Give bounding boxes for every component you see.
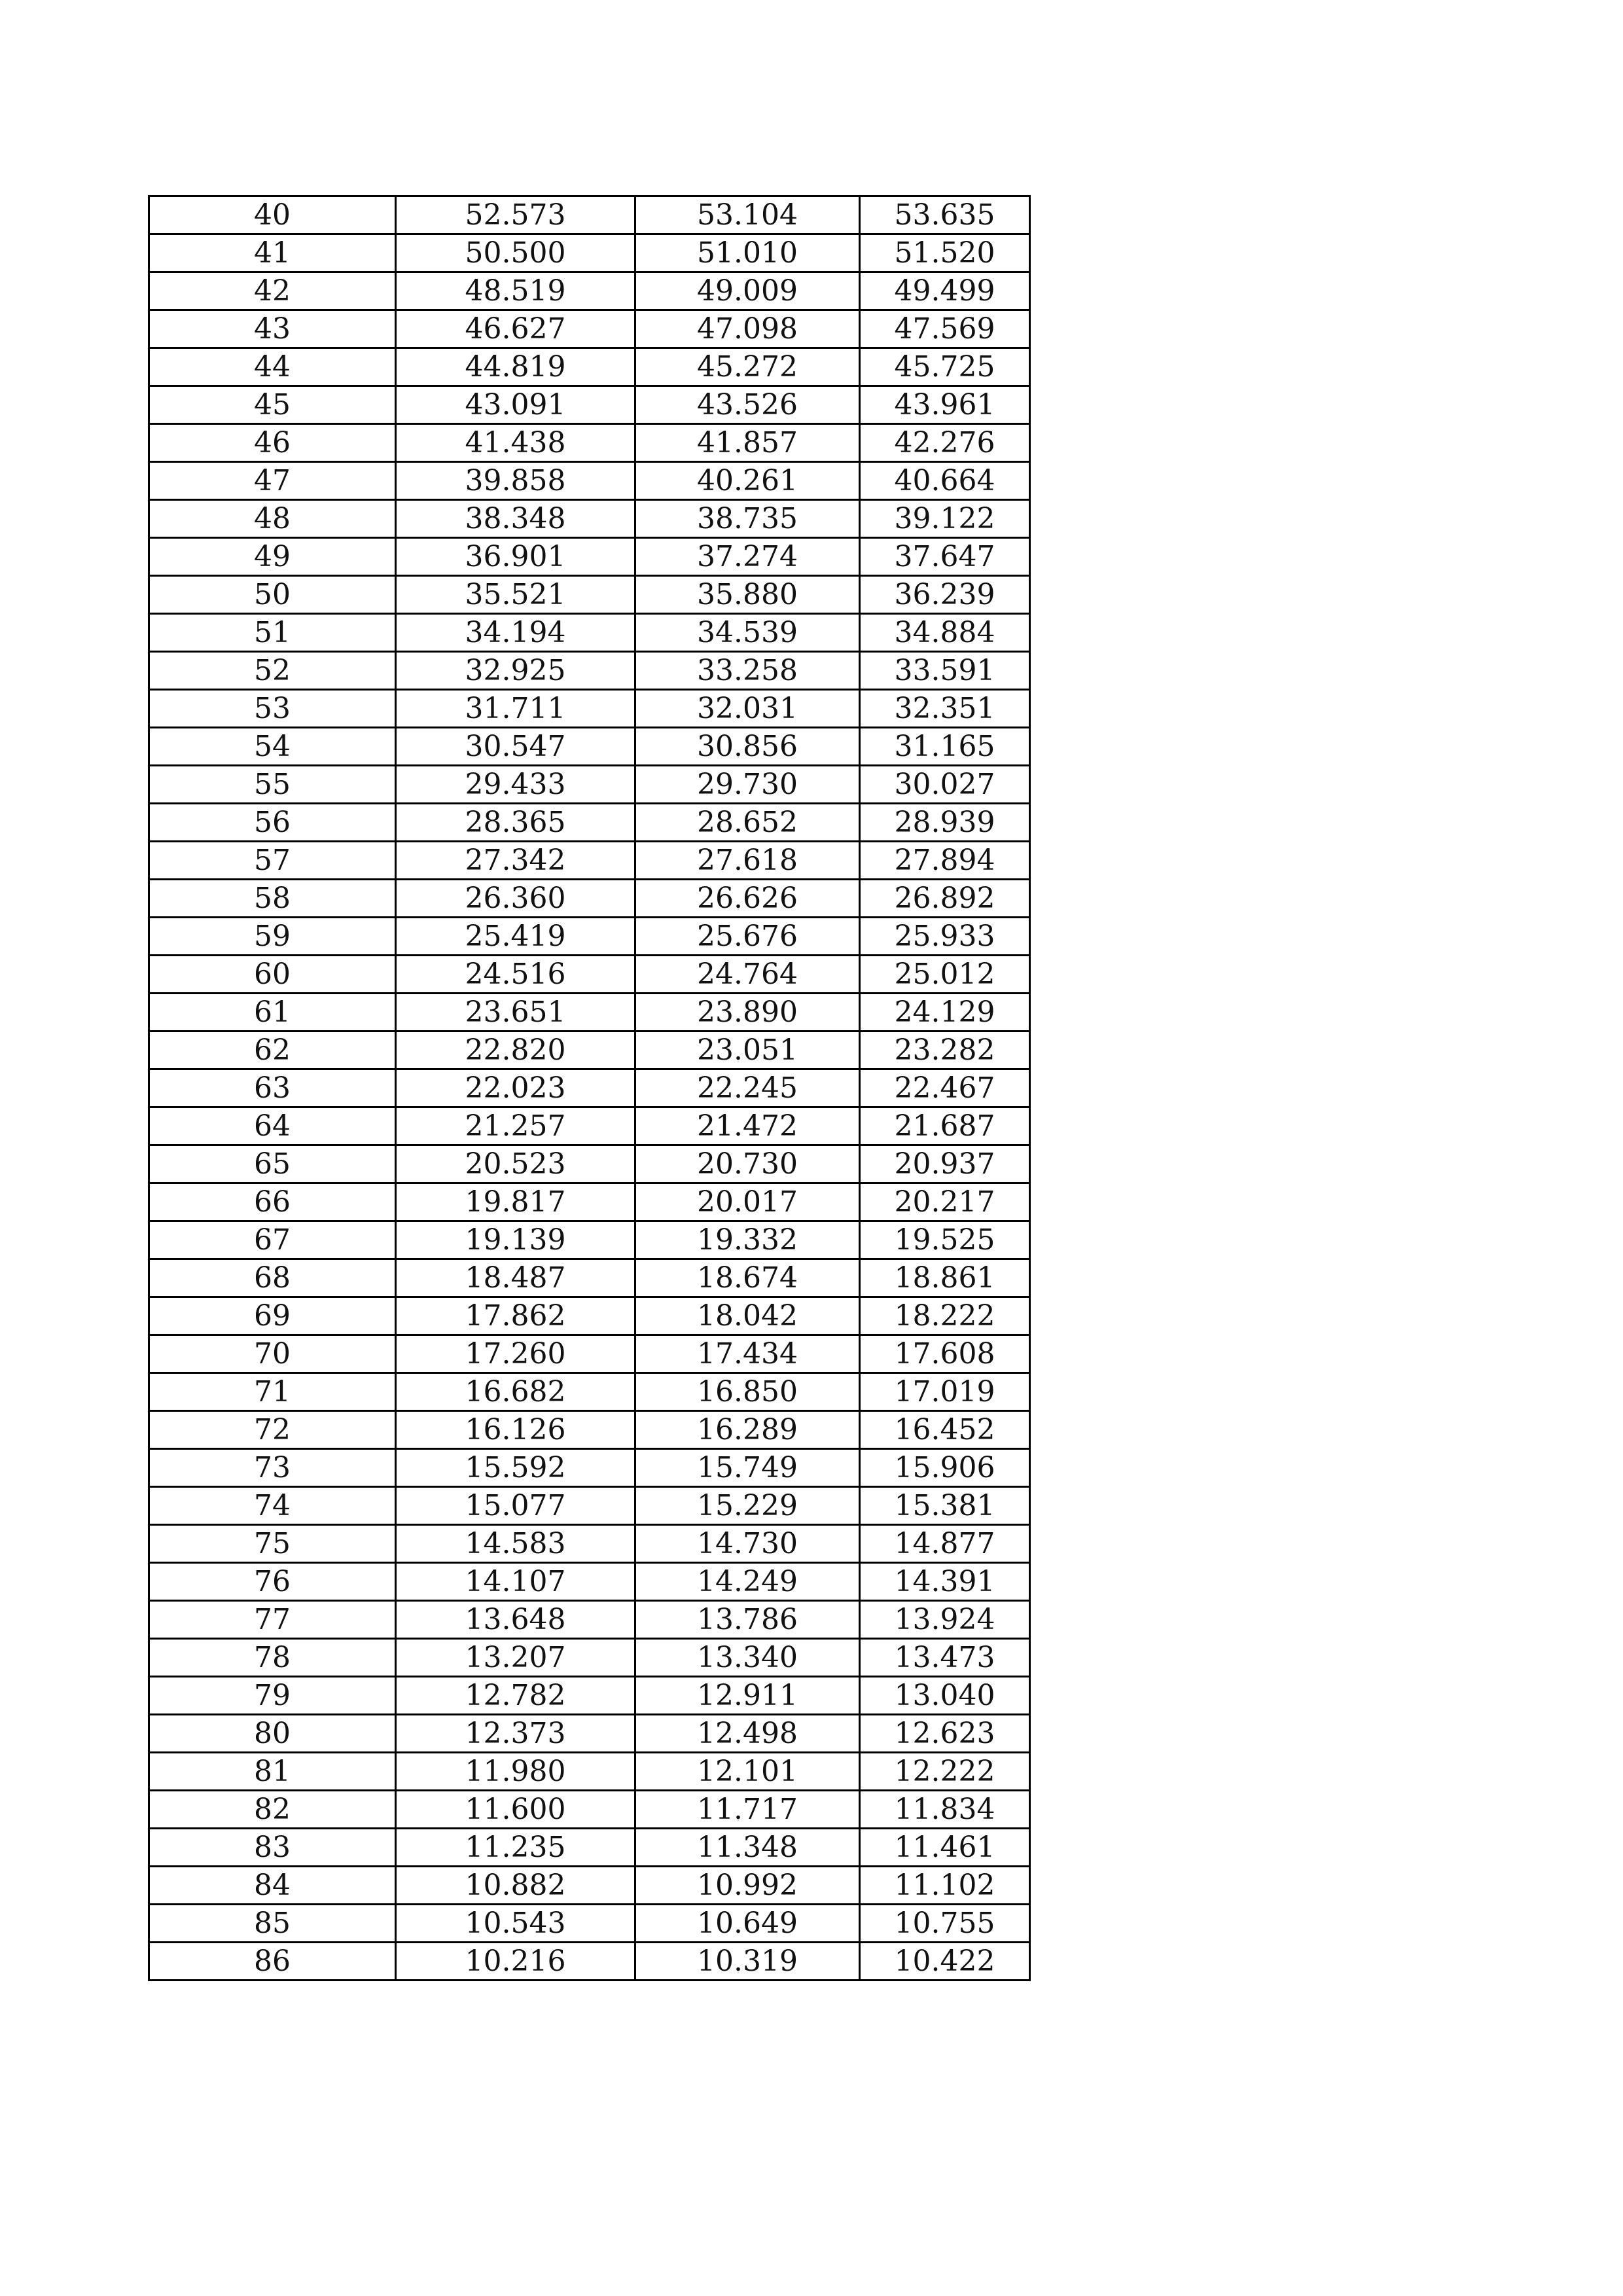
value-cell: 20.937 [860,1145,1030,1183]
table-row [149,576,1030,614]
table-row [149,310,1030,348]
value-cell: 42.276 [860,424,1030,462]
value-cell: 44.819 [396,348,635,386]
table-row [149,1867,1030,1905]
row-index-cell: 43 [149,310,396,348]
value-cell: 51.010 [635,234,860,272]
row-index-cell: 47 [149,462,396,500]
value-cell: 12.911 [635,1677,860,1715]
table-row [149,690,1030,728]
value-cell: 11.102 [860,1867,1030,1905]
row-index-cell: 50 [149,576,396,614]
table-row [149,1373,1030,1411]
row-index-cell: 72 [149,1411,396,1449]
value-cell: 43.091 [396,386,635,424]
table-row [149,1411,1030,1449]
row-index-cell: 44 [149,348,396,386]
row-index-cell: 63 [149,1069,396,1107]
value-cell: 25.933 [860,918,1030,956]
value-cell: 17.260 [396,1335,635,1373]
value-cell: 38.735 [635,500,860,538]
value-cell: 22.467 [860,1069,1030,1107]
row-index-cell: 84 [149,1867,396,1905]
row-index-cell: 58 [149,880,396,918]
value-cell: 43.526 [635,386,860,424]
table-row [149,842,1030,880]
value-cell: 11.600 [396,1791,635,1829]
value-cell: 20.017 [635,1183,860,1221]
value-cell: 11.980 [396,1753,635,1791]
value-cell: 30.547 [396,728,635,766]
value-cell: 24.764 [635,956,860,994]
value-cell: 28.652 [635,804,860,842]
row-index-cell: 86 [149,1943,396,1981]
table-row [149,538,1030,576]
value-cell: 11.235 [396,1829,635,1867]
table-body [149,196,1030,1981]
value-cell: 23.651 [396,994,635,1031]
value-cell: 49.009 [635,272,860,310]
value-cell: 12.623 [860,1715,1030,1753]
table-row [149,234,1030,272]
value-cell: 14.877 [860,1525,1030,1563]
row-index-cell: 55 [149,766,396,804]
table-row [149,1677,1030,1715]
row-index-cell: 83 [149,1829,396,1867]
value-cell: 19.525 [860,1221,1030,1259]
row-index-cell: 56 [149,804,396,842]
value-cell: 47.098 [635,310,860,348]
row-index-cell: 52 [149,652,396,690]
value-cell: 10.992 [635,1867,860,1905]
value-cell: 29.433 [396,766,635,804]
value-cell: 10.649 [635,1905,860,1943]
table-row [149,1449,1030,1487]
value-cell: 16.682 [396,1373,635,1411]
value-cell: 21.687 [860,1107,1030,1145]
table-row [149,1943,1030,1981]
value-cell: 10.216 [396,1943,635,1981]
value-cell: 14.249 [635,1563,860,1601]
row-index-cell: 60 [149,956,396,994]
table-row [149,1069,1030,1107]
row-index-cell: 70 [149,1335,396,1373]
table-row [149,1297,1030,1335]
row-index-cell: 51 [149,614,396,652]
row-index-cell: 69 [149,1297,396,1335]
value-cell: 19.139 [396,1221,635,1259]
value-cell: 37.274 [635,538,860,576]
row-index-cell: 73 [149,1449,396,1487]
value-cell: 34.884 [860,614,1030,652]
value-cell: 34.194 [396,614,635,652]
table-row [149,1107,1030,1145]
row-index-cell: 59 [149,918,396,956]
table-row [149,652,1030,690]
table-row [149,614,1030,652]
row-index-cell: 46 [149,424,396,462]
value-cell: 15.906 [860,1449,1030,1487]
table-row [149,1791,1030,1829]
table-row [149,1905,1030,1943]
table-row [149,994,1030,1031]
table-row [149,804,1030,842]
value-cell: 11.834 [860,1791,1030,1829]
value-cell: 17.608 [860,1335,1030,1373]
value-cell: 34.539 [635,614,860,652]
table-row [149,1183,1030,1221]
value-cell: 18.222 [860,1297,1030,1335]
value-cell: 18.674 [635,1259,860,1297]
value-cell: 25.012 [860,956,1030,994]
value-cell: 50.500 [396,234,635,272]
value-cell: 35.880 [635,576,860,614]
value-cell: 12.498 [635,1715,860,1753]
value-cell: 17.019 [860,1373,1030,1411]
value-cell: 12.373 [396,1715,635,1753]
value-cell: 26.892 [860,880,1030,918]
table-row [149,500,1030,538]
value-cell: 15.077 [396,1487,635,1525]
value-cell: 52.573 [396,196,635,234]
table-row [149,1259,1030,1297]
value-cell: 28.939 [860,804,1030,842]
value-cell: 41.857 [635,424,860,462]
row-index-cell: 45 [149,386,396,424]
value-cell: 15.592 [396,1449,635,1487]
value-cell: 16.452 [860,1411,1030,1449]
value-cell: 18.042 [635,1297,860,1335]
value-cell: 21.257 [396,1107,635,1145]
value-cell: 16.289 [635,1411,860,1449]
value-cell: 15.749 [635,1449,860,1487]
value-cell: 14.107 [396,1563,635,1601]
value-cell: 23.051 [635,1031,860,1069]
row-index-cell: 66 [149,1183,396,1221]
table-row [149,766,1030,804]
table-row [149,1031,1030,1069]
value-cell: 20.217 [860,1183,1030,1221]
value-cell: 25.676 [635,918,860,956]
value-cell: 45.272 [635,348,860,386]
value-cell: 28.365 [396,804,635,842]
value-cell: 12.222 [860,1753,1030,1791]
value-cell: 36.901 [396,538,635,576]
table-row [149,196,1030,234]
value-cell: 11.348 [635,1829,860,1867]
value-cell: 13.473 [860,1639,1030,1677]
table-row [149,956,1030,994]
table-row [149,880,1030,918]
value-cell: 10.543 [396,1905,635,1943]
value-cell: 17.862 [396,1297,635,1335]
value-cell: 32.351 [860,690,1030,728]
value-cell: 20.730 [635,1145,860,1183]
row-index-cell: 42 [149,272,396,310]
value-cell: 32.031 [635,690,860,728]
value-cell: 27.894 [860,842,1030,880]
table-row [149,1487,1030,1525]
row-index-cell: 85 [149,1905,396,1943]
value-cell: 27.342 [396,842,635,880]
value-cell: 35.521 [396,576,635,614]
value-cell: 14.730 [635,1525,860,1563]
table-row [149,1829,1030,1867]
value-cell: 51.520 [860,234,1030,272]
value-cell: 30.856 [635,728,860,766]
value-cell: 21.472 [635,1107,860,1145]
row-index-cell: 79 [149,1677,396,1715]
value-cell: 27.618 [635,842,860,880]
value-cell: 14.583 [396,1525,635,1563]
value-cell: 18.487 [396,1259,635,1297]
table-row [149,1145,1030,1183]
value-cell: 38.348 [396,500,635,538]
row-index-cell: 74 [149,1487,396,1525]
value-cell: 33.258 [635,652,860,690]
row-index-cell: 77 [149,1601,396,1639]
row-index-cell: 75 [149,1525,396,1563]
table-row [149,348,1030,386]
value-cell: 37.647 [860,538,1030,576]
row-index-cell: 78 [149,1639,396,1677]
table-row [149,1715,1030,1753]
value-cell: 13.207 [396,1639,635,1677]
value-cell: 47.569 [860,310,1030,348]
row-index-cell: 82 [149,1791,396,1829]
row-index-cell: 40 [149,196,396,234]
value-cell: 45.725 [860,348,1030,386]
value-cell: 13.648 [396,1601,635,1639]
value-cell: 12.782 [396,1677,635,1715]
table-row [149,272,1030,310]
table-row [149,728,1030,766]
table-row [149,424,1030,462]
table-row [149,1639,1030,1677]
value-cell: 16.126 [396,1411,635,1449]
row-index-cell: 54 [149,728,396,766]
value-cell: 30.027 [860,766,1030,804]
value-cell: 15.381 [860,1487,1030,1525]
value-cell: 43.961 [860,386,1030,424]
value-cell: 11.461 [860,1829,1030,1867]
value-cell: 36.239 [860,576,1030,614]
value-cell: 13.924 [860,1601,1030,1639]
row-index-cell: 68 [149,1259,396,1297]
table-row [149,1221,1030,1259]
row-index-cell: 71 [149,1373,396,1411]
value-cell: 48.519 [396,272,635,310]
table-row [149,1753,1030,1791]
value-cell: 11.717 [635,1791,860,1829]
row-index-cell: 81 [149,1753,396,1791]
table-row [149,386,1030,424]
value-cell: 13.040 [860,1677,1030,1715]
value-cell: 16.850 [635,1373,860,1411]
value-cell: 13.340 [635,1639,860,1677]
table-row [149,1525,1030,1563]
value-cell: 10.422 [860,1943,1030,1981]
value-cell: 53.635 [860,196,1030,234]
value-cell: 19.332 [635,1221,860,1259]
value-cell: 10.882 [396,1867,635,1905]
value-cell: 13.786 [635,1601,860,1639]
value-cell: 31.711 [396,690,635,728]
value-cell: 41.438 [396,424,635,462]
table-row [149,918,1030,956]
value-cell: 23.282 [860,1031,1030,1069]
value-cell: 40.261 [635,462,860,500]
row-index-cell: 80 [149,1715,396,1753]
table-row [149,1563,1030,1601]
value-cell: 22.820 [396,1031,635,1069]
row-index-cell: 62 [149,1031,396,1069]
value-cell: 15.229 [635,1487,860,1525]
value-cell: 14.391 [860,1563,1030,1601]
value-cell: 22.023 [396,1069,635,1107]
row-index-cell: 48 [149,500,396,538]
value-cell: 26.626 [635,880,860,918]
value-cell: 18.861 [860,1259,1030,1297]
value-cell: 19.817 [396,1183,635,1221]
value-cell: 22.245 [635,1069,860,1107]
value-cell: 39.122 [860,500,1030,538]
row-index-cell: 49 [149,538,396,576]
row-index-cell: 67 [149,1221,396,1259]
value-cell: 49.499 [860,272,1030,310]
value-cell: 39.858 [396,462,635,500]
value-cell: 10.319 [635,1943,860,1981]
value-cell: 10.755 [860,1905,1030,1943]
value-cell: 46.627 [396,310,635,348]
value-cell: 29.730 [635,766,860,804]
row-index-cell: 53 [149,690,396,728]
table-row [149,1601,1030,1639]
value-cell: 53.104 [635,196,860,234]
data-table [148,195,1031,1981]
value-cell: 32.925 [396,652,635,690]
value-cell: 24.129 [860,994,1030,1031]
value-cell: 25.419 [396,918,635,956]
value-cell: 33.591 [860,652,1030,690]
value-cell: 24.516 [396,956,635,994]
table-row [149,1335,1030,1373]
value-cell: 23.890 [635,994,860,1031]
row-index-cell: 64 [149,1107,396,1145]
row-index-cell: 76 [149,1563,396,1601]
value-cell: 26.360 [396,880,635,918]
value-cell: 17.434 [635,1335,860,1373]
value-cell: 12.101 [635,1753,860,1791]
value-cell: 40.664 [860,462,1030,500]
value-cell: 31.165 [860,728,1030,766]
table-row [149,462,1030,500]
row-index-cell: 61 [149,994,396,1031]
row-index-cell: 41 [149,234,396,272]
row-index-cell: 57 [149,842,396,880]
value-cell: 20.523 [396,1145,635,1183]
row-index-cell: 65 [149,1145,396,1183]
